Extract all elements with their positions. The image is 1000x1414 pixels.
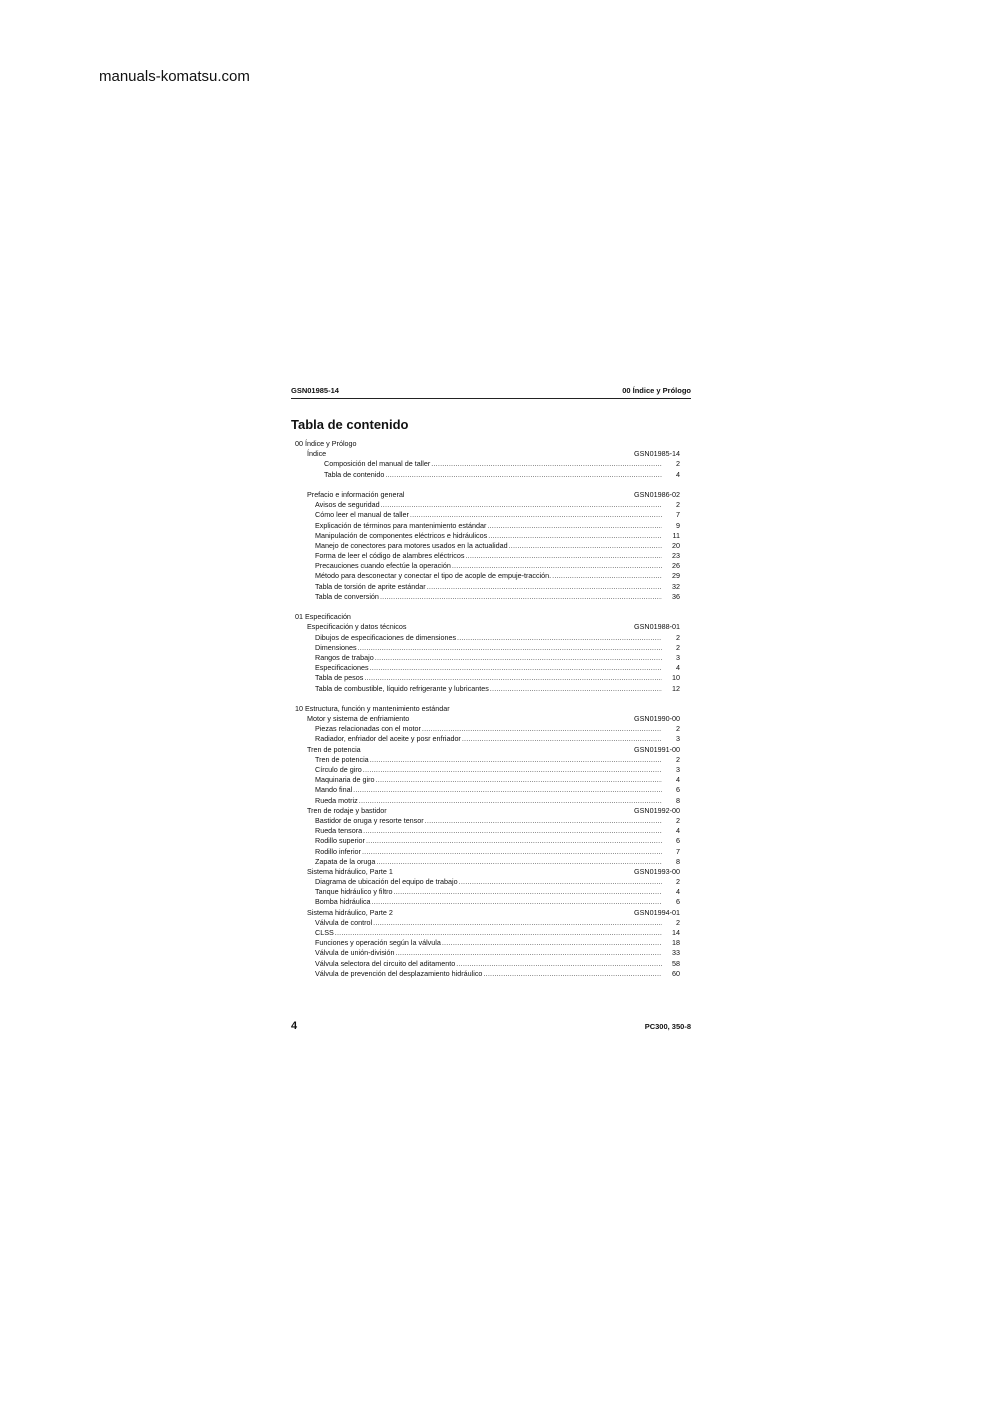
header-section: 00 Índice y Prólogo: [622, 386, 691, 395]
toc-item-page: 3: [676, 765, 680, 774]
toc-leader-dots: [459, 877, 662, 887]
toc-item-page: 2: [676, 459, 680, 469]
footer-model: PC300, 350-8: [644, 1022, 691, 1031]
toc-item-page: 33: [672, 948, 680, 958]
toc-item[interactable]: [291, 755, 691, 765]
toc-item[interactable]: [291, 561, 691, 571]
toc-item-label: Manipulación de componentes eléctricos e hidráulicos: [315, 530, 488, 540]
toc-item-label: Bastidor de oruga y resorte tensor: [315, 815, 424, 825]
toc-item-page: 4: [676, 663, 680, 673]
toc-item[interactable]: [291, 897, 691, 907]
toc-chapter-code: GSN01986-02: [634, 489, 680, 499]
toc-item-page: 4: [676, 826, 680, 836]
toc-chapter-label: Prefacio e información general: [307, 489, 405, 499]
toc-item-label: Precauciones cuando efectúe la operación: [315, 561, 451, 571]
toc-leader-dots: [465, 551, 662, 561]
toc-chapter-label: Tren de potencia: [307, 744, 361, 754]
toc-item-label: Radiador, enfriador del aceite y posr enfriador: [315, 734, 461, 744]
toc-leader-dots: [410, 510, 662, 520]
toc-leader-dots: [358, 643, 662, 653]
toc-leader-dots: [364, 673, 662, 683]
toc-item-label: Válvula de control: [315, 917, 373, 927]
toc-item-page: 60: [672, 968, 680, 978]
toc-section: 00 Índice y Prólogo: [295, 439, 357, 448]
toc-item-label: Tabla de pesos: [315, 673, 364, 683]
watermark-text: manuals-komatsu.com: [99, 68, 250, 85]
toc-item-page: 9: [676, 520, 680, 530]
toc-leader-dots: [552, 571, 662, 581]
table-of-contents: [291, 439, 691, 979]
toc-leader-dots: [487, 521, 662, 531]
toc-item-page: 6: [676, 836, 680, 846]
toc-item-label: Tabla de combustible, líquido refrigerante y lubricantes: [315, 683, 489, 693]
toc-item-page: 6: [676, 897, 680, 907]
toc-leader-dots: [370, 663, 662, 673]
toc-item-page: 36: [672, 591, 680, 601]
toc-item[interactable]: [291, 765, 691, 775]
toc-chapter[interactable]: [291, 622, 691, 632]
toc-item-label: Manejo de conectores para motores usados en la actualidad: [315, 540, 508, 550]
toc-item-label: Tanque hidráulico y filtro: [315, 887, 393, 897]
toc-item[interactable]: [291, 928, 691, 938]
toc-item[interactable]: [291, 826, 691, 836]
toc-item-label: Rangos de trabajo: [315, 652, 374, 662]
toc-item-page: 23: [672, 551, 680, 561]
toc-item-page: 4: [676, 775, 680, 785]
toc-item-page: 2: [676, 754, 680, 764]
toc-item-page: 2: [676, 815, 680, 825]
toc-item-page: 14: [672, 928, 680, 937]
toc-item-page: 8: [676, 795, 680, 805]
toc-leader-dots: [394, 887, 662, 897]
toc-leader-dots: [425, 816, 662, 826]
toc-item[interactable]: [291, 633, 691, 643]
toc-item[interactable]: [291, 541, 691, 551]
toc-item[interactable]: [291, 571, 691, 581]
toc-chapter-label: Sistema hidráulico, Parte 2: [307, 907, 393, 917]
toc-item[interactable]: [291, 643, 691, 653]
toc-item[interactable]: [291, 969, 691, 979]
toc-leader-dots: [366, 836, 662, 846]
toc-item-label: Rodillo superior: [315, 836, 365, 846]
toc-item[interactable]: [291, 785, 691, 795]
toc-chapter-label: Índice: [307, 449, 327, 459]
toc-item-label: Mando final: [315, 785, 353, 795]
toc-leader-dots: [509, 541, 662, 551]
toc-item-group: [291, 755, 691, 806]
toc-item-label: Composición del manual de taller: [324, 459, 431, 469]
page-header: [291, 386, 691, 399]
toc-chapter[interactable]: [291, 806, 691, 816]
toc-item[interactable]: [291, 887, 691, 897]
page-number: 4: [291, 1020, 298, 1032]
toc-item-page: 58: [672, 958, 680, 968]
toc-chapter-label: Motor y sistema de enfriamiento: [307, 714, 410, 724]
toc-leader-dots: [442, 938, 662, 948]
toc-item[interactable]: [291, 551, 691, 561]
toc-chapter[interactable]: [291, 908, 691, 918]
toc-item-page: 26: [672, 561, 680, 571]
toc-item-page: 11: [672, 530, 680, 540]
toc-item-page: 29: [672, 571, 680, 581]
toc-item-page: 8: [676, 856, 680, 866]
toc-item-label: Rodillo inferior: [315, 846, 361, 856]
toc-chapter-code: GSN01993-00: [634, 866, 680, 876]
toc-leader-dots: [381, 500, 662, 510]
toc-leader-dots: [362, 847, 662, 857]
toc-chapter-code: GSN01992-00: [634, 805, 680, 815]
toc-leader-dots: [372, 897, 662, 907]
toc-leader-dots: [396, 948, 662, 958]
toc-item-page: 3: [676, 652, 680, 662]
toc-leader-dots: [380, 592, 662, 602]
toc-leader-dots: [456, 959, 662, 969]
toc-item-label: Diagrama de ubicación del equipo de trabajo: [315, 877, 458, 887]
toc-item[interactable]: [291, 470, 691, 480]
toc-leader-dots: [452, 561, 662, 571]
toc-item-page: 6: [676, 785, 680, 795]
toc-item-group: [291, 724, 691, 744]
toc-item[interactable]: [291, 796, 691, 806]
toc-item[interactable]: [291, 918, 691, 928]
toc-leader-dots: [353, 785, 662, 795]
toc-chapter-code: GSN01994-01: [634, 907, 680, 917]
toc-leader-dots: [335, 928, 662, 938]
toc-item[interactable]: [291, 592, 691, 602]
toc-item[interactable]: [291, 653, 691, 663]
toc-item[interactable]: [291, 877, 691, 887]
toc-leader-dots: [431, 459, 662, 469]
toc-item-page: 20: [672, 540, 680, 550]
header-doc-code: GSN01985-14: [291, 386, 339, 395]
toc-item[interactable]: [291, 847, 691, 857]
toc-item-label: Válvula de prevención del desplazamiento hidráulico: [315, 968, 483, 978]
toc-leader-dots: [422, 724, 662, 734]
toc-item[interactable]: [291, 959, 691, 969]
toc-item[interactable]: [291, 500, 691, 510]
toc-chapter-label: Especificación y datos técnicos: [307, 622, 407, 632]
toc-leader-dots: [373, 918, 662, 928]
toc-item-page: 2: [676, 877, 680, 887]
toc-item-label: Maquinaria de giro: [315, 775, 375, 785]
toc-item[interactable]: [291, 938, 691, 948]
toc-item-page: 2: [676, 917, 680, 927]
toc-item-label: Rueda tensora: [315, 826, 363, 836]
toc-item-group: [291, 633, 691, 694]
toc-chapter[interactable]: [291, 449, 691, 459]
toc-item-label: Piezas relacionadas con el motor: [315, 724, 421, 734]
toc-section: 10 Estructura, función y mantenimiento estándar: [295, 703, 450, 713]
page-title: Tabla de contenido: [291, 417, 409, 432]
toc-item[interactable]: [291, 836, 691, 846]
toc-chapter-code: GSN01988-01: [634, 622, 680, 632]
toc-item-group: [291, 877, 691, 908]
toc-item-label: Especificaciones: [315, 663, 369, 673]
toc-item[interactable]: [291, 724, 691, 734]
toc-leader-dots: [483, 969, 662, 979]
toc-item[interactable]: [291, 775, 691, 785]
toc-item[interactable]: [291, 521, 691, 531]
toc-item-label: Explicación de términos para mantenimiento estándar: [315, 520, 487, 530]
toc-leader-dots: [457, 633, 662, 643]
toc-item-page: 18: [672, 938, 680, 948]
toc-item-page: 7: [676, 510, 680, 520]
toc-item-page: 3: [676, 734, 680, 744]
toc-chapter-code: GSN01991-00: [634, 744, 680, 754]
toc-item-label: Funciones y operación según la válvula: [315, 938, 441, 948]
toc-leader-dots: [376, 775, 662, 785]
toc-leader-dots: [359, 796, 662, 806]
toc-item[interactable]: [291, 948, 691, 958]
toc-item[interactable]: [291, 857, 691, 867]
toc-item[interactable]: [291, 673, 691, 683]
toc-item-label: Zapata de la oruga: [315, 856, 376, 866]
toc-leader-dots: [490, 684, 662, 694]
toc-leader-dots: [385, 470, 662, 480]
toc-leader-dots: [488, 531, 662, 541]
toc-item-page: 4: [676, 469, 680, 479]
toc-chapter[interactable]: [291, 490, 691, 500]
toc-item-page: 32: [672, 581, 680, 591]
toc-item-label: Tren de potencia: [315, 754, 369, 764]
toc-leader-dots: [375, 653, 662, 663]
toc-item-group: [291, 918, 691, 979]
toc-item-label: Cómo leer el manual de taller: [315, 510, 409, 520]
toc-section: 01 Especificación: [295, 612, 351, 622]
toc-chapter-label: Sistema hidráulico, Parte 1: [307, 866, 393, 876]
toc-item-label: Bomba hidráulica: [315, 897, 371, 907]
toc-item-label: Dibujos de especificaciones de dimensiones: [315, 632, 457, 642]
toc-item[interactable]: [291, 459, 691, 469]
toc-item-label: Tabla de torsión de aprite estándar: [315, 581, 426, 591]
toc-leader-dots: [376, 857, 662, 867]
toc-item[interactable]: [291, 734, 691, 744]
toc-item[interactable]: [291, 510, 691, 520]
toc-item-label: Dimensiones: [315, 642, 357, 652]
toc-item-group: [291, 500, 691, 602]
toc-item-page: 7: [676, 846, 680, 856]
toc-item-group: [291, 816, 691, 867]
toc-item-label: Método para desconectar y conectar el tipo de acople de empuje-tracción.: [315, 571, 552, 581]
toc-item[interactable]: [291, 582, 691, 592]
toc-item-label: Círculo de giro: [315, 765, 362, 774]
toc-leader-dots: [363, 826, 662, 836]
toc-leader-dots: [427, 582, 662, 592]
toc-chapter[interactable]: [291, 867, 691, 877]
toc-leader-dots: [363, 765, 662, 775]
toc-leader-dots: [370, 755, 662, 765]
toc-item-label: Rueda motriz: [315, 795, 358, 805]
toc-item-page: 4: [676, 887, 680, 897]
toc-item-page: 2: [676, 642, 680, 652]
toc-item-label: Tabla de conversión: [315, 591, 379, 601]
toc-item[interactable]: [291, 684, 691, 694]
toc-item-page: 10: [672, 673, 680, 683]
toc-item-label: CLSS: [315, 928, 334, 937]
toc-item-label: Válvula selectora del circuito del aditamento: [315, 958, 456, 968]
toc-item-label: Válvula de unión-división: [315, 948, 395, 958]
toc-item-label: Tabla de contenido: [324, 469, 385, 479]
toc-chapter-label: Tren de rodaje y bastidor: [307, 805, 387, 815]
toc-item[interactable]: [291, 663, 691, 673]
toc-chapter-code: GSN01990-00: [634, 714, 680, 724]
toc-item-page: 12: [672, 683, 680, 693]
toc-leader-dots: [462, 734, 662, 744]
toc-item-label: Avisos de seguridad: [315, 500, 380, 510]
toc-chapter[interactable]: [291, 745, 691, 755]
toc-item-page: 2: [676, 500, 680, 510]
toc-item[interactable]: [291, 531, 691, 541]
toc-item-page: 2: [676, 632, 680, 642]
toc-item[interactable]: [291, 816, 691, 826]
toc-item-group: [291, 459, 691, 479]
toc-item-label: Forma de leer el código de alambres eléctricos: [315, 551, 465, 561]
toc-chapter-code: GSN01985-14: [634, 449, 680, 459]
toc-item-page: 2: [676, 724, 680, 734]
toc-chapter[interactable]: [291, 714, 691, 724]
